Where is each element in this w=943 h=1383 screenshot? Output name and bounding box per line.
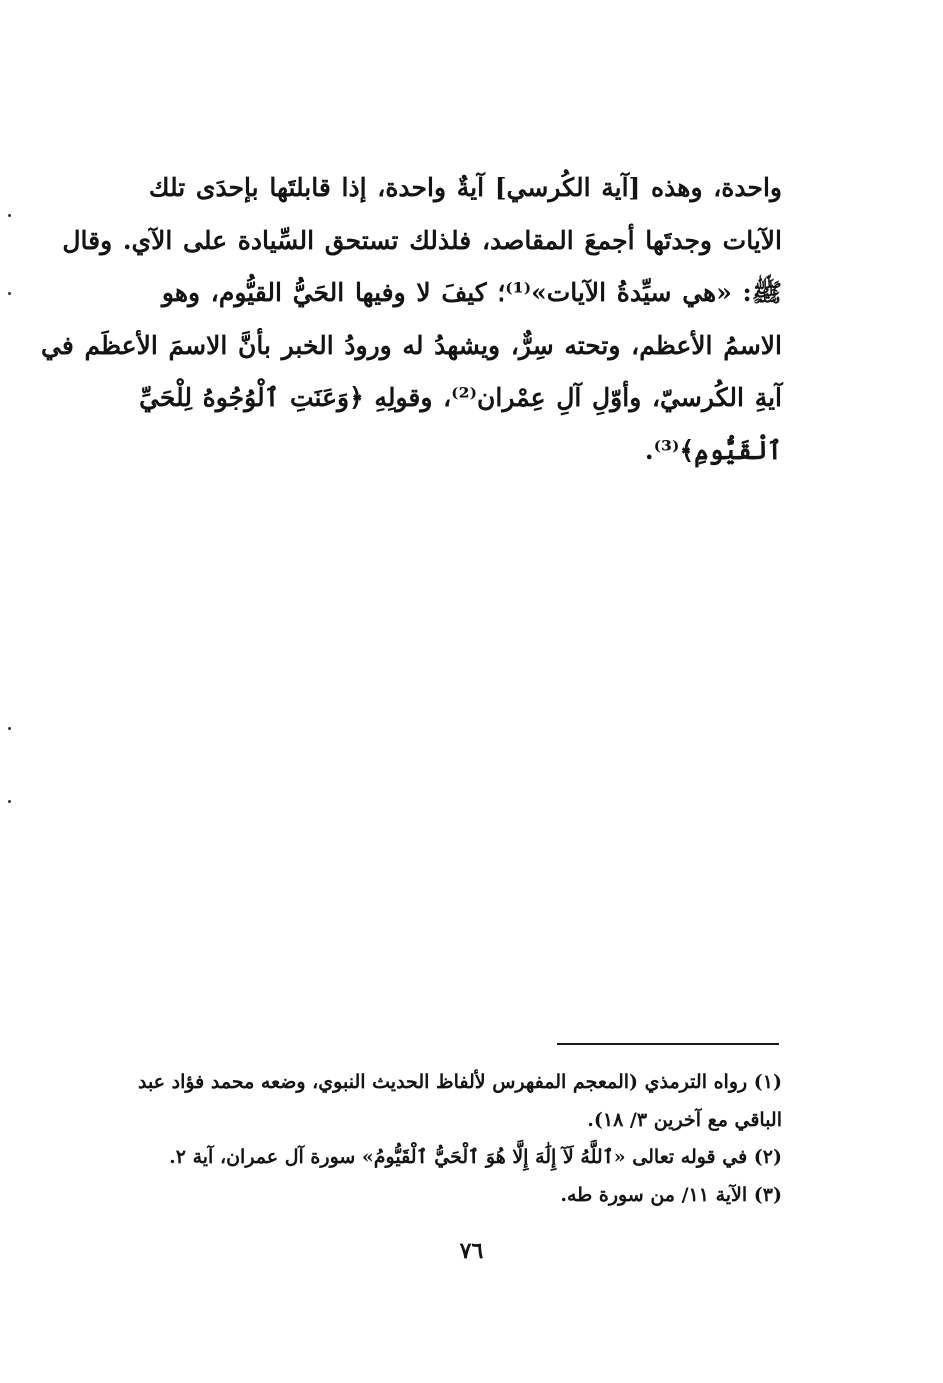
- footnote-separator: [557, 1043, 779, 1045]
- paragraph-line: ﷺ: «هي سيِّدةُ الآيات»⁽¹⁾؛ كيفَ لا وفيها الحَيُّ القيُّوم، وهو: [161, 278, 782, 307]
- paragraph-line: آيةِ الكُرسيّ، وأوّلِ آلِ عِمْران⁽²⁾، وقولِهِ ﴿وَعَنَتِ ٱلْوُجُوهُ لِلْحَيِّ: [139, 383, 782, 412]
- paragraph-line: الاسمُ الأعظم، وتحته سِرٌّ، ويشهدُ له ورودُ الخبر بأنَّ الاسمَ الأعظَم في: [41, 330, 782, 360]
- paragraph-line: الآيات وجدتَها أجمعَ المقاصد، فلذلك تستحق السِّيادة على الآي. وقال: [62, 225, 782, 255]
- main-paragraph: [41, 162, 782, 477]
- footnote-line: (٢) في قوله تعالى «ٱللَّهُ لَآ إِلَٰهَ إِلَّا هُوَ ٱلْحَيُّ ٱلْقَيُّومُ» سورة آل عمران، آية ٢.: [169, 1146, 782, 1168]
- footnote-line: الباقي مع آخرين ٣/ ١٨).: [587, 1108, 782, 1131]
- margin-mark: [8, 292, 11, 295]
- margin-mark: [8, 800, 11, 803]
- footnote-line: (١) رواه الترمذي (المعجم المفهرس لألفاظ الحديث النبوي، وضعه محمد فؤاد عبد: [137, 1071, 782, 1093]
- margin-mark: [8, 214, 11, 217]
- footnotes: [104, 1064, 782, 1214]
- page-number: ٧٦: [459, 1238, 484, 1264]
- paragraph-line: واحدة، وهذه [آية الكُرسي] آيةٌ واحدة، إذا قابلتَها بإحدَى تلك: [148, 173, 782, 202]
- paragraph-line: ٱلْقَيُّومِ﴾⁽³⁾.: [644, 435, 782, 465]
- margin-mark: [8, 727, 11, 730]
- footnote-line: (٣) الآية ١١/ من سورة طه.: [560, 1183, 782, 1206]
